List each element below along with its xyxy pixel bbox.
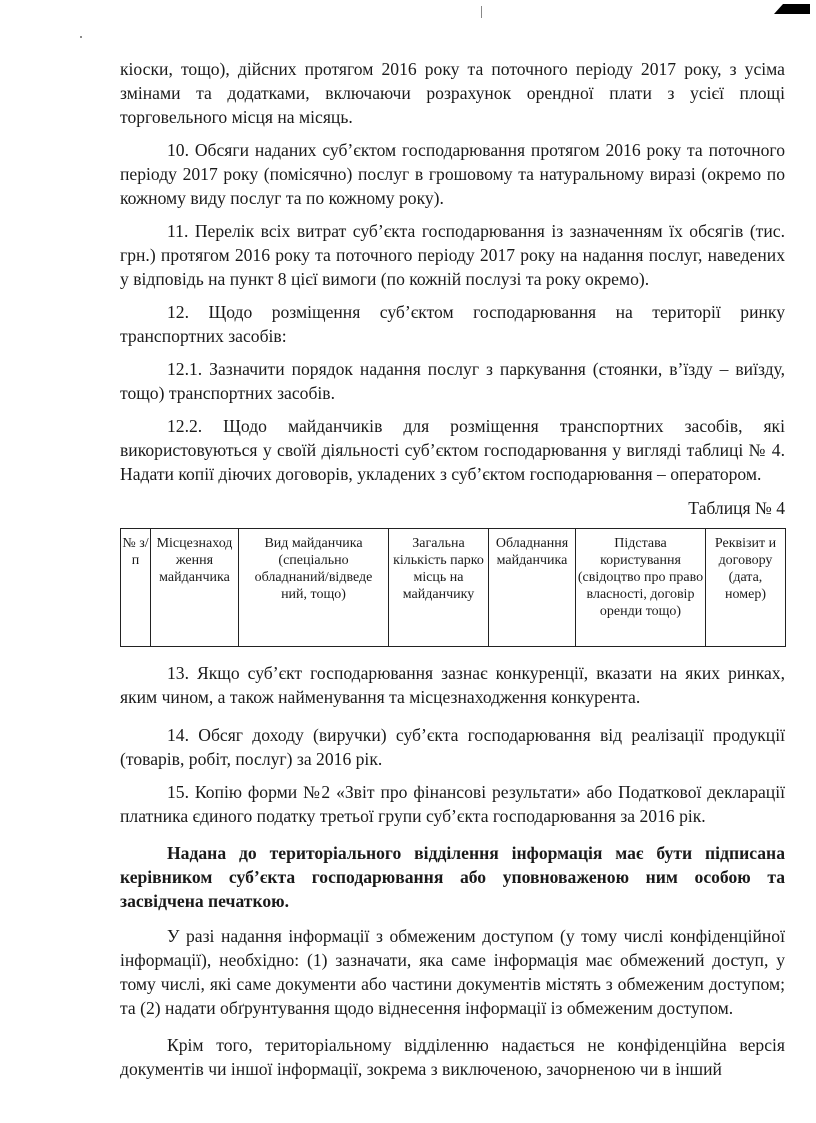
header-equipment: Обладнання майданчика — [489, 529, 576, 647]
scan-tick-mark — [481, 6, 482, 18]
restricted-info-paragraph: У разі надання інформації з обмеженим доступом (у тому числі конфіденційної інформації), необхідно: (1) зазначати, яка саме інформація має обмежений доступ, у тому числі, які саме документи або частини документів містять з обмеженим доступом; та (2) надати обґрунтування щодо віднесення інформації із обмеженим доступом. — [120, 926, 785, 1018]
header-number: № з/п — [121, 529, 151, 647]
scan-corner-mark — [774, 4, 810, 14]
paragraph-12-1: 12.1. Зазначити порядок надання послуг з паркування (стоянки, в’їзду – виїзду, тощо) транспортних засобів. — [120, 359, 785, 403]
paragraph-10: 10. Обсяги наданих суб’єктом господарювання протягом 2016 року та поточного періоду 2017 року (помісячно) послуг в грошовому та натуральному виразі (окремо по кожному виду послуг та по кожному року). — [120, 140, 785, 208]
non-confidential-paragraph: Крім того, територіальному відділенню надається не конфіденційна версія документів чи іншої інформації, зокрема з виключеною, зачорненою чи в інший — [120, 1035, 785, 1079]
document-page — [120, 57, 785, 1081]
paragraph-13: 13. Якщо суб’єкт господарювання зазнає конкуренції, вказати на яких ринках, яким чином, а також найменування та місцезнаходження конкурента. — [120, 663, 785, 707]
signature-notice: Надана до територіального відділення інформація має бути підписана керівником суб’єкта господарювання або уповноваженою ним особою та засвідчена печаткою. — [120, 843, 785, 911]
paragraph-12: 12. Щодо розміщення суб’єктом господарювання на території ринку транспортних засобів: — [120, 302, 785, 346]
header-contract-details: Реквізит и договору (дата, номер) — [706, 529, 786, 647]
paragraph-12-2: 12.2. Щодо майданчиків для розміщення транспортних засобів, які використовуються у своїй діяльності суб’єктом господарювання у вигляді таблиці № 4. Надати копії діючих договорів, укладених з суб’єктом господарювання – оператором. — [120, 416, 785, 484]
paragraph-14: 14. Обсяг доходу (виручки) суб’єкта господарювання від реалізації продукції (товарів, робіт, послуг) за 2016 рік. — [120, 725, 785, 769]
table-4 — [120, 528, 786, 647]
header-location: Місцезнаход ження майданчика — [151, 529, 239, 647]
header-parking-count: Загальна кількість парко місць на майданчику — [389, 529, 489, 647]
paragraph-9-continued: кіоски, тощо), дійсних протягом 2016 року та поточного періоду 2017 року, з усіма змінами та додатками, включаючи розрахунок орендної плати з усієї площі торговельного місця на місяць. — [120, 59, 785, 127]
paragraph-15: 15. Копію форми №2 «Звіт про фінансові результати» або Податкової декларації платника єдиного податку третьої групи суб’єкта господарювання за 2016 рік. — [120, 782, 785, 826]
scan-dot — [80, 36, 82, 38]
table-4-caption: Таблиця № 4 — [688, 498, 785, 518]
paragraph-11: 11. Перелік всіх витрат суб’єкта господарювання із зазначенням їх обсягів (тис. грн.) протягом 2016 року та поточного періоду 2017 року на надання послуг, наведених у відповідь на пункт 8 цієї вимоги (по кожній послузі та року окремо). — [120, 221, 785, 289]
header-site-type: Вид майданчика (спеціально обладнаний/відведе ний, тощо) — [239, 529, 389, 647]
table-header-row — [121, 529, 786, 647]
header-usage-basis: Підстава користування (свідоцтво про право власності, договір оренди тощо) — [576, 529, 706, 647]
